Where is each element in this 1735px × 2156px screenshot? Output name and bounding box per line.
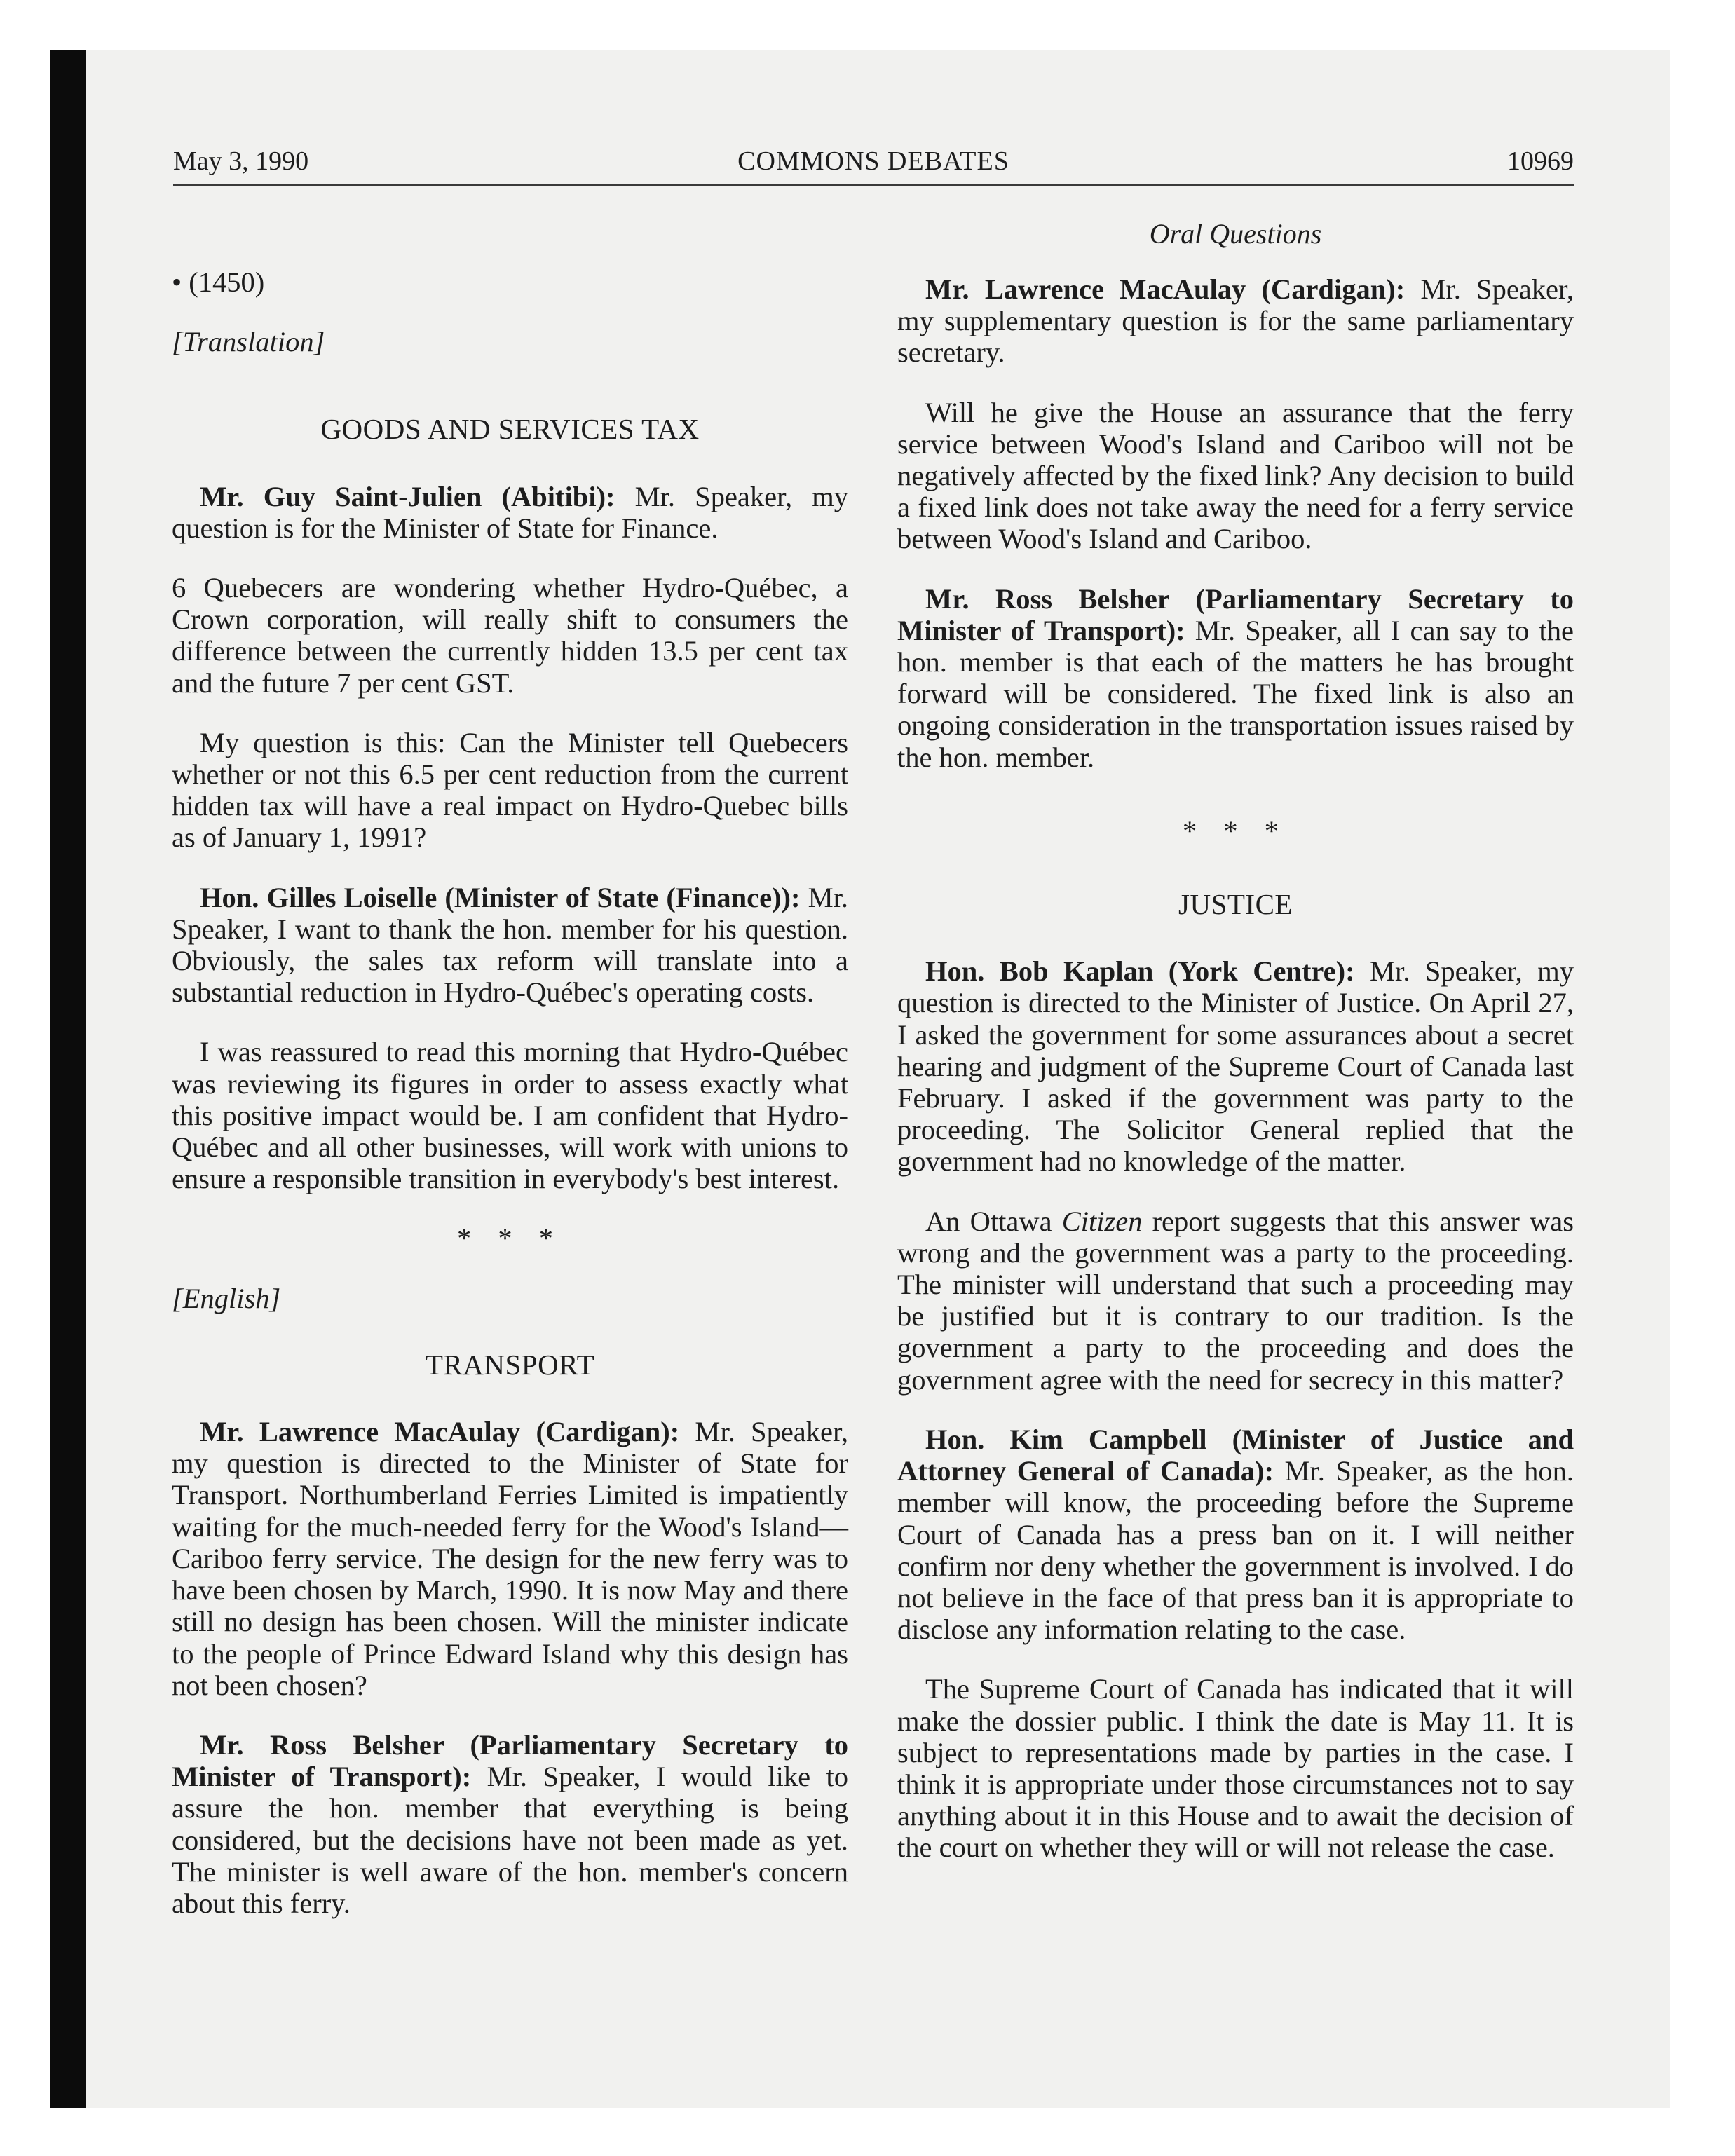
speech-text: Mr. Speaker, I would like to assure the hon. member that everything is being considered, but the decisions have not been made as yet. The minister is well aware of the hon. member's concern about this ferry. bbox=[172, 1761, 848, 1919]
speech-text: Mr. Speaker, all I can say to the hon. member is that each of the matters he has brought forward will be considered. The fixed link is also an ongoing consideration in the transportation issues raised by the hon. member. bbox=[897, 614, 1574, 773]
speech-text: Mr. Speaker, as the hon. member will know, the proceeding before the Supreme Court of Canada has a press ban on it. I will neither confirm nor deny whether the government is involved. I do not believe in the face of that press ban it is appropriate to disclose any information relating to the case. bbox=[897, 1455, 1574, 1646]
paragraph bbox=[897, 583, 1574, 773]
speaker-name: Mr. Ross Belsher (Parliamentary Secretary to Minister of Transport): bbox=[897, 582, 1574, 646]
section-subheader: Oral Questions bbox=[1149, 218, 1322, 250]
section-separator: * * * bbox=[1183, 814, 1288, 847]
speaker-name: Mr. Guy Saint-Julien (Abitibi): bbox=[200, 480, 615, 512]
paragraph bbox=[172, 481, 848, 544]
speaker-name: Mr. Lawrence MacAulay (Cardigan): bbox=[925, 273, 1406, 305]
paragraph bbox=[172, 572, 848, 699]
speaker-name: Hon. Bob Kaplan (York Centre): bbox=[925, 955, 1355, 988]
paragraph bbox=[897, 397, 1574, 555]
paragraph bbox=[897, 273, 1574, 369]
heading-transport: TRANSPORT bbox=[425, 1348, 595, 1381]
header-date: May 3, 1990 bbox=[173, 146, 309, 176]
paragraph bbox=[172, 882, 848, 1009]
speech-text: An Ottawa bbox=[925, 1205, 1062, 1237]
right-column bbox=[897, 273, 1574, 1892]
running-header bbox=[173, 139, 1574, 186]
paragraph bbox=[172, 1036, 848, 1194]
speech-text: report suggests that this answer was wrong and the government was a party to the proceeding. The minister will understand that such a proceeding may be justified but it is contrary to our tradition. Is the government a party to the proceeding and does the government agree with the need for secrecy in this matter? bbox=[897, 1205, 1574, 1396]
language-note-translation: [Translation] bbox=[172, 326, 325, 358]
header-page-number: 10969 bbox=[1507, 146, 1574, 176]
language-note-english: [English] bbox=[172, 1282, 281, 1314]
speaker-name: Hon. Kim Campbell (Minister of Justice and Attorney General of Canada): bbox=[897, 1423, 1574, 1487]
speech-text: Mr. Speaker, my question is for the Minister of State for Finance. bbox=[172, 480, 848, 544]
heading-justice: JUSTICE bbox=[1178, 888, 1293, 921]
heading-goods-and-services-tax: GOODS AND SERVICES TAX bbox=[320, 413, 700, 446]
newspaper-name: Citizen bbox=[1061, 1205, 1143, 1237]
speech-text: Mr. Speaker, my supplementary question is for the same parliamentary secretary. bbox=[897, 273, 1574, 369]
speech-text: My question is this: Can the Minister tell Quebecers whether or not this 6.5 per cent reduction from the current hidden tax will have a real impact on Hydro-Quebec bills as of January 1, 1991? bbox=[172, 726, 848, 854]
paragraph bbox=[897, 1206, 1574, 1396]
speech-text: Will he give the House an assurance that the ferry service between Wood's Island and Cariboo will not be negatively affected by the fixed link? Any decision to build a fixed link does not take away the need for a ferry service between Wood's Island and Cariboo. bbox=[897, 396, 1574, 555]
paragraph bbox=[172, 727, 848, 854]
paragraph bbox=[897, 1673, 1574, 1863]
speech-text: Mr. Speaker, my question is directed to the Minister of Justice. On April 27, I asked the government for some assurances about a secret hearing and judgment of the Supreme Court of Canada last February. I asked if the government was party to the proceeding. The Solicitor General replied that the government had no knowledge of the matter. bbox=[897, 955, 1574, 1178]
time-marker: • (1450) bbox=[172, 266, 265, 298]
left-column bbox=[172, 266, 848, 1947]
paragraph bbox=[172, 1416, 848, 1701]
paragraph bbox=[172, 1729, 848, 1919]
speech-text: I was reassured to read this morning that Hydro-Québec was reviewing its figures in order to assess exactly what this positive impact would be. I am confident that Hydro-Québec and all other businesses, will work with unions to ensure a responsible transition in everybody's best interest. bbox=[172, 1036, 848, 1195]
speech-text: Mr. Speaker, I want to thank the hon. member for his question. Obviously, the sales tax reform will translate into a substantial reduction in Hydro-Québec's operating costs. bbox=[172, 881, 848, 1009]
speaker-name: Hon. Gilles Loiselle (Minister of State (Finance)): bbox=[200, 881, 801, 913]
speaker-name: Mr. Lawrence MacAulay (Cardigan): bbox=[200, 1416, 680, 1448]
speech-text: Mr. Speaker, my question is directed to the Minister of State for Transport. Northumberland Ferries Limited is impatiently waiting for the much-needed ferry for the Wood's Island—Cariboo ferry service. The design for the new ferry was to have been chosen by March, 1990. It is now May and there still no design has been chosen. Will the minister indicate to the people of Prince Edward Island why this design has not been chosen? bbox=[172, 1416, 848, 1701]
speaker-name: Mr. Ross Belsher (Parliamentary Secretary to Minister of Transport): bbox=[172, 1728, 848, 1793]
paragraph bbox=[897, 1424, 1574, 1645]
section-separator: * * * bbox=[457, 1222, 563, 1255]
speech-text: The Supreme Court of Canada has indicated that it will make the dossier public. I think the date is May 11. It is subject to representations made by parties in the case. I think it is appropriate under those circumstances not to say anything about it in this House and to await the decision of the court on whether they will or will not release the case. bbox=[897, 1673, 1574, 1864]
scan-binding-edge bbox=[50, 50, 86, 2108]
header-title: COMMONS DEBATES bbox=[737, 146, 1009, 176]
speech-text: 6 Quebecers are wondering whether Hydro-Québec, a Crown corporation, will really shift to consumers the difference between the currently hidden 13.5 per cent tax and the future 7 per cent GST. bbox=[172, 572, 848, 699]
paragraph bbox=[897, 955, 1574, 1177]
